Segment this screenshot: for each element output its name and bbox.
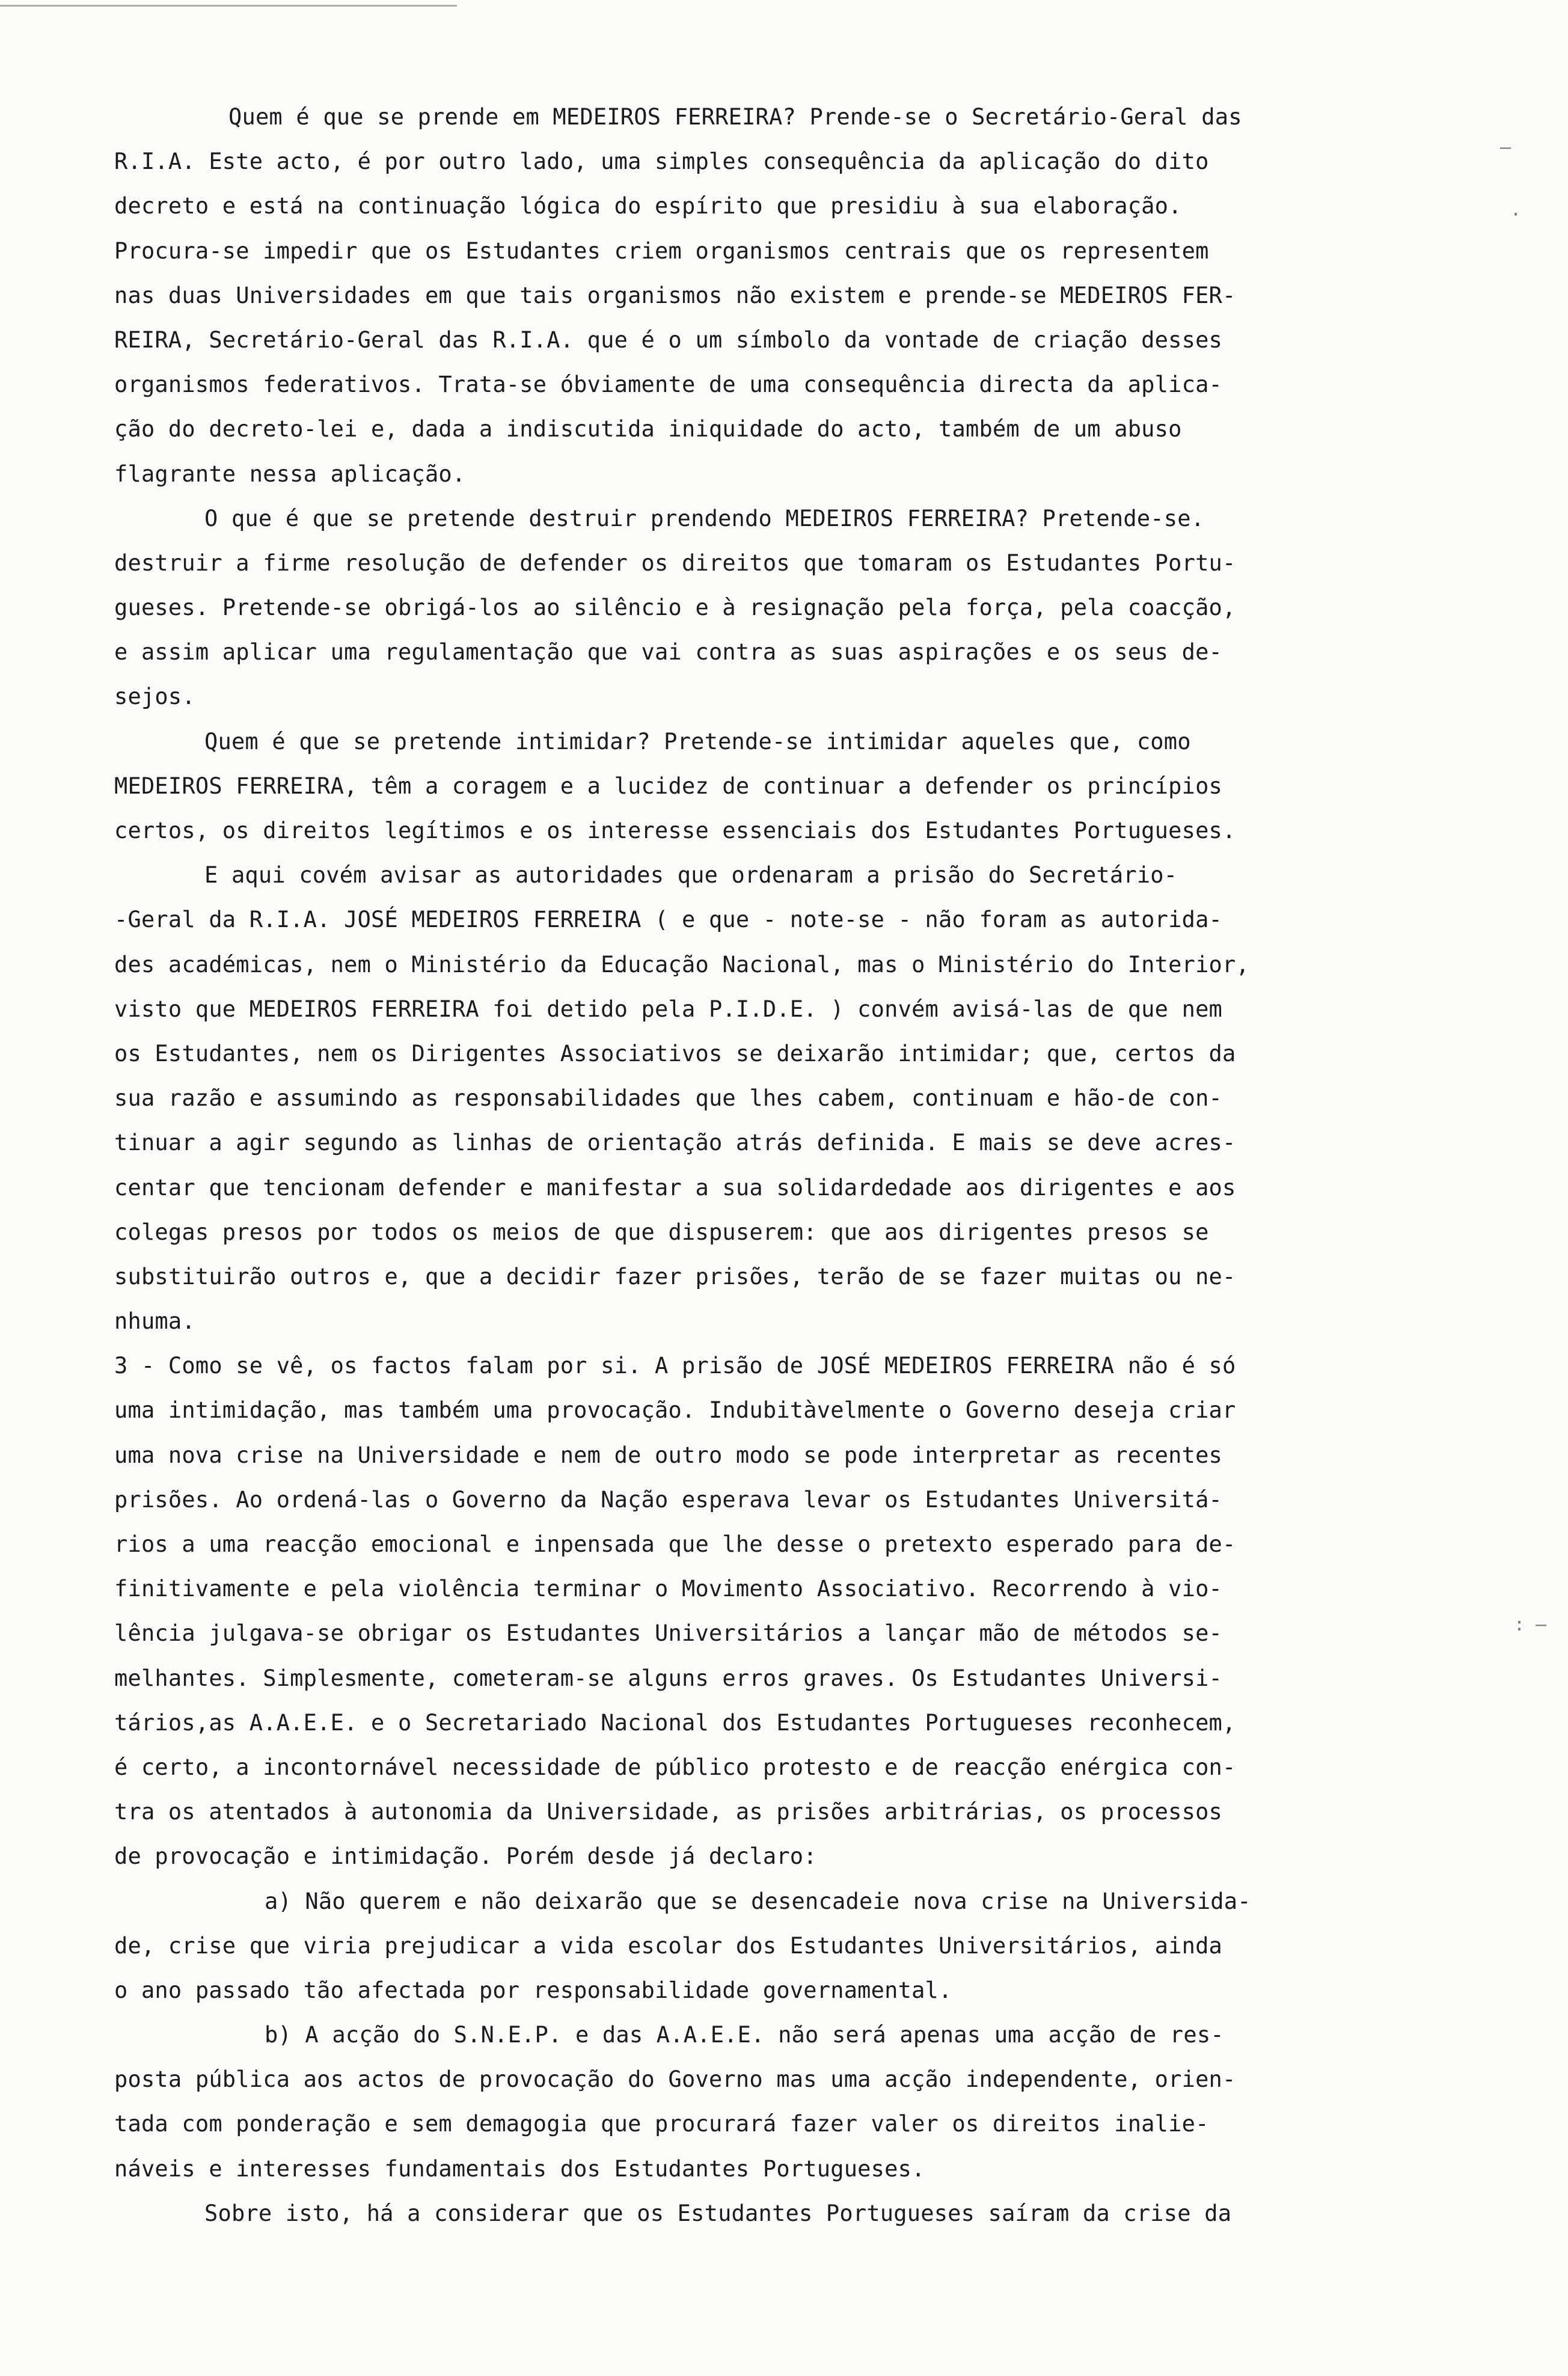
scan-edge-rule <box>0 5 457 7</box>
text-line: certos, os direitos legítimos e os interesse essenciais dos Estudantes Portugueses. <box>114 818 1236 844</box>
text-line: uma nova crise na Universidade e nem de outro modo se pode interpretar as recentes <box>114 1442 1223 1468</box>
margin-mark: – <box>1500 137 1511 158</box>
text-line: E aqui covém avisar as autoridades que ordenaram a prisão do Secretário- <box>204 862 1178 889</box>
text-line: Quem é que se prende em MEDEIROS FERREIRA? Prende-se o Secretário-Geral das <box>228 104 1242 130</box>
text-line: posta pública aos actos de provocação do Governo mas uma acção independente, orien- <box>114 2066 1236 2093</box>
text-line: colegas presos por todos os meios de que dispuserem: que aos dirigentes presos se <box>114 1219 1209 1245</box>
text-line: flagrante nessa aplicação. <box>114 461 466 487</box>
text-line: sua razão e assumindo as responsabilidades que lhes cabem, continuam e hão-de con- <box>114 1085 1223 1112</box>
text-line: des académicas, nem o Ministério da Educação Nacional, mas o Ministério do Interior, <box>114 951 1249 978</box>
text-line: O que é que se pretende destruir prendendo MEDEIROS FERREIRA? Pretende-se. <box>204 505 1205 531</box>
margin-mark: : – <box>1514 1614 1547 1635</box>
text-line: de, crise que viria prejudicar a vida escolar dos Estudantes Universitários, ainda <box>114 1932 1223 1959</box>
text-line: prisões. Ao ordená-las o Governo da Nação esperava levar os Estudantes Universitá- <box>114 1486 1223 1513</box>
text-line: 3 - Como se vê, os factos falam por si. A prisão de JOSÉ MEDEIROS FERREIRA não é só <box>114 1353 1236 1379</box>
text-line: tários,as A.A.E.E. e o Secretariado Nacional dos Estudantes Portugueses reconhecem, <box>114 1709 1236 1736</box>
text-line: centar que tencionam defender e manifestar a sua solidardedade aos dirigentes e aos <box>114 1174 1236 1201</box>
text-line: sejos. <box>114 684 195 710</box>
text-line: b) A acção do S.N.E.P. e das A.A.E.E. não será apenas uma acção de res- <box>265 2022 1224 2048</box>
text-line: visto que MEDEIROS FERREIRA foi detido pela P.I.D.E. ) convém avisá-las de que nem <box>114 996 1223 1022</box>
document-body <box>114 95 1401 2236</box>
text-line: nas duas Universidades em que tais organismos não existem e prende-se MEDEIROS FER- <box>114 282 1236 308</box>
text-line: Sobre isto, há a considerar que os Estudantes Portugueses saíram da crise da <box>204 2200 1232 2226</box>
text-line: tada com ponderação e sem demagogia que procurará fazer valer os direitos inalie- <box>114 2111 1209 2137</box>
text-line: melhantes. Simplesmente, cometeram-se alguns erros graves. Os Estudantes Universi- <box>114 1665 1223 1691</box>
text-line: é certo, a incontornável necessidade de público protesto e de reacção enérgica con- <box>114 1754 1236 1780</box>
text-line: decreto e está na continuação lógica do espírito que presidiu à sua elaboração. <box>114 193 1182 219</box>
text-line: Procura-se impedir que os Estudantes criem organismos centrais que os representem <box>114 237 1209 264</box>
text-line: uma intimidação, mas também uma provocação. Indubitàvelmente o Governo deseja criar <box>114 1397 1236 1424</box>
text-line: nhuma. <box>114 1308 195 1335</box>
text-line: REIRA, Secretário-Geral das R.I.A. que é o um símbolo da vontade de criação desses <box>114 326 1223 353</box>
text-line: finitivamente e pela violência terminar o Movimento Associativo. Recorrendo à vio- <box>114 1576 1223 1602</box>
margin-mark: · <box>1510 204 1522 225</box>
text-line: e assim aplicar uma regulamentação que vai contra as suas aspirações e os seus de- <box>114 639 1223 666</box>
text-line: a) Não querem e não deixarão que se desencadeie nova crise na Universida- <box>265 1888 1251 1914</box>
text-line: os Estudantes, nem os Dirigentes Associativos se deixarão intimidar; que, certos da <box>114 1040 1236 1067</box>
text-line: -Geral da R.I.A. JOSÉ MEDEIROS FERREIRA ( e que - note-se - não foram as autorida- <box>114 907 1223 933</box>
text-line: organismos federativos. Trata-se óbviamente de uma consequência directa da aplica- <box>114 372 1223 398</box>
text-line: R.I.A. Este acto, é por outro lado, uma simples consequência da aplicação do dito <box>114 148 1209 175</box>
text-line: tra os atentados à autonomia da Universidade, as prisões arbitrárias, os processos <box>114 1799 1223 1825</box>
text-line: rios a uma reacção emocional e inpensada que lhe desse o pretexto esperado para de- <box>114 1531 1236 1557</box>
text-line: ção do decreto-lei e, dada a indiscutida iniquidade do acto, também de um abuso <box>114 416 1182 442</box>
text-line: o ano passado tão afectada por responsabilidade governamental. <box>114 1977 952 2003</box>
text-line: tinuar a agir segundo as linhas de orientação atrás definida. E mais se deve acres- <box>114 1130 1236 1156</box>
text-line: náveis e interesses fundamentais dos Estudantes Portugueses. <box>114 2155 925 2182</box>
text-line: destruir a firme resolução de defender os direitos que tomaram os Estudantes Portu- <box>114 550 1236 576</box>
text-line: lência julgava-se obrigar os Estudantes Universitários a lançar mão de métodos se- <box>114 1620 1223 1647</box>
text-line: MEDEIROS FERREIRA, têm a coragem e a lucidez de continuar a defender os princípios <box>114 773 1223 799</box>
text-line: substituirão outros e, que a decidir fazer prisões, terão de se fazer muitas ou ne- <box>114 1263 1236 1290</box>
text-line: de provocação e intimidação. Porém desde já declaro: <box>114 1843 817 1870</box>
text-line: gueses. Pretende-se obrigá-los ao silêncio e à resignação pela força, pela coacção, <box>114 595 1236 621</box>
text-line: Quem é que se pretende intimidar? Pretende-se intimidar aqueles que, como <box>204 728 1191 755</box>
